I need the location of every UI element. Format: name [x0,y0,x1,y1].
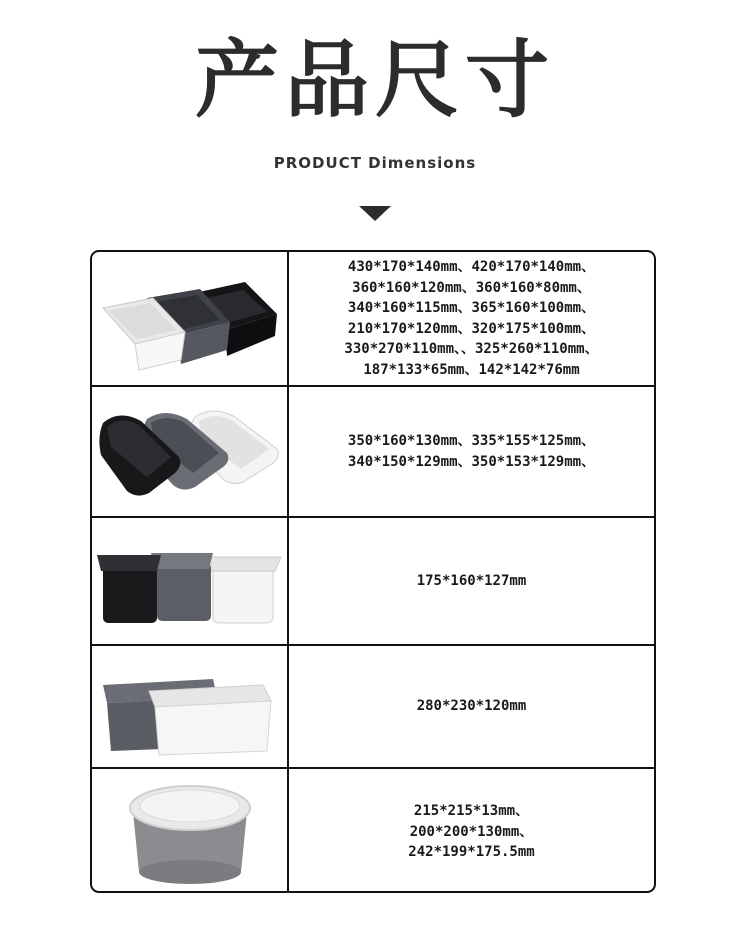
dimensions-table [90,250,656,893]
dimension-text [289,387,654,516]
product-image-large-tubs [92,646,289,767]
dimension-line: 187*133*65mm、142*142*76mm [363,361,580,378]
dimension-line: 215*215*13mm、 [413,803,530,820]
down-triangle-icon [359,206,391,221]
dimension-line: 242*199*175.5mm [408,844,535,861]
dimension-line: 360*160*120mm、360*160*80mm、 [352,279,591,296]
dimension-text [289,518,654,644]
table-row [92,767,654,893]
product-image-food-pans [92,252,289,385]
page-title: 产品尺寸 [194,31,555,129]
dimension-line: 350*160*130mm、335*155*125mm、 [347,433,596,449]
dimension-text [289,646,654,767]
table-row [92,644,654,767]
dimension-text [289,769,654,893]
table-row [92,252,654,385]
dimension-line: 200*200*130mm、 [409,823,534,840]
dimension-line: 280*230*120mm [416,698,527,715]
dimension-line: 330*270*110mm、、325*260*110mm、 [344,341,599,357]
table-row [92,385,654,516]
dimension-line: 210*170*120mm、320*175*100mm、 [347,320,596,337]
product-image-tubs [92,387,289,516]
dimension-text [289,252,654,385]
dimension-line: 340*150*129mm、350*153*129mm、 [347,453,596,470]
page-subtitle: PRODUCT Dimensions [273,154,477,172]
table-row [92,516,654,644]
product-image-round-bucket [92,769,289,893]
dimension-line: 430*170*140mm、420*170*140mm、 [347,259,596,275]
dimension-line: 175*160*127mm [416,572,527,589]
dimension-line: 340*160*115mm、365*160*100mm、 [347,300,596,316]
product-image-square-containers [92,518,289,644]
